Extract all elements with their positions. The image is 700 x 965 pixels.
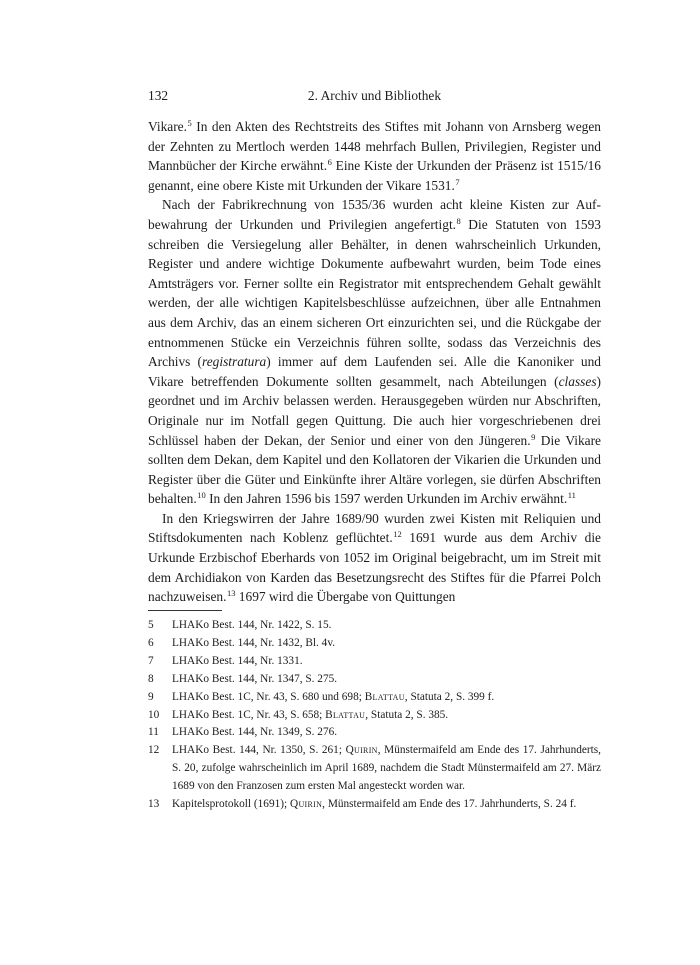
- footnote-13: [148, 796, 601, 814]
- footnote-number: 11: [148, 726, 159, 739]
- text-run: Vikare.: [148, 119, 187, 134]
- footnote-number: 12: [148, 744, 160, 757]
- footnote-text: [172, 689, 601, 707]
- author-name: Blattau: [325, 708, 366, 721]
- text-run: LHAKo Best. 1C, Nr. 43, S. 658;: [172, 708, 326, 721]
- footnote-separator: [148, 610, 222, 611]
- footnote-ref-9[interactable]: 9: [531, 431, 536, 442]
- text-run: , Münstermaifeld am Ende des 17. Jahrhunderts, S. 24 f.: [322, 798, 577, 811]
- footnote-ref-6[interactable]: 6: [327, 157, 332, 168]
- text-run: LHAKo Best. 1C, Nr. 43, S. 680 und 698;: [172, 690, 365, 703]
- footnote-number: 13: [148, 798, 160, 811]
- main-text: [148, 117, 601, 607]
- footnote-9: [148, 689, 601, 707]
- text-run: Die Statuten von 1593 schreiben die Versiegelung aller Behälter, in denen wahrscheinlich Urkunden, Register und andere wichtige Dokumente aufbewahrt wurden, beim Tode eines Amtsträgers vor. Ferner sollte ein Registrator mit entsprechendem Gehalt gewählt werden, der alle wichtigen Kapitelsbeschlüsse aufzeichnen, über alle Entnahmen aus dem Archiv, das an einem sicheren Ort einzurichten sei, und die Rückgabe der entnommenen Stücke ein Verzeichnis führen sollte, sodass das Verzeichnis des Archivs (: [148, 216, 601, 370]
- paragraph-1: [148, 117, 601, 195]
- footnote-text: [172, 796, 601, 814]
- running-head: [148, 86, 601, 106]
- text-run: ) geordnet und im Archiv belassen werden. Herausgegeben würden nur Abschriften, Originale nur im Notfall gegen Quittung. Die auch hier vorgeschriebenen drei Schlüssel haben der Dekan, der Senior und einer von den Jüngeren.: [148, 373, 601, 448]
- footnote-number: 8: [148, 672, 154, 685]
- italic-term: registratura: [202, 354, 267, 370]
- text-run: , Statuta 2, S. 399 f.: [404, 690, 495, 703]
- footnote-text: LHAKo Best. 144, Nr. 1331.: [172, 654, 303, 667]
- text-run: Die Vikare sollten dem Dekan, dem Kapitel und den Kollatoren der Vikarien die Urkunden und Register über die Güter und Einkünfte ihrer Altäre vorlegen, sie dürfen Abschriften behalten.: [148, 432, 601, 507]
- text-run: 1697 wird die Übergabe von Quittungen: [235, 589, 456, 605]
- running-head-title: 2. Archiv und Bibliothek: [307, 88, 442, 103]
- footnote-11: [148, 724, 601, 742]
- footnote-number: 6: [148, 636, 154, 649]
- footnote-text: LHAKo Best. 144, Nr. 1349, S. 276.: [172, 726, 338, 739]
- footnote-text: LHAKo Best. 144, Nr. 1422, S. 15.: [172, 619, 332, 631]
- footnote-text: LHAKo Best. 144, Nr. 1347, S. 275.: [172, 672, 338, 685]
- footnote-number: 5: [148, 619, 154, 631]
- footnote-ref-5[interactable]: 5: [187, 118, 192, 128]
- text-run: In den Kriegswirren der Jahre 1689/90 wurden zwei Kisten mit Reliquien und Stiftsdokumenten nach Koblenz geflüchtet.: [148, 510, 601, 546]
- text-run: ) immer auf dem Laufenden sei. Alle die Kanoniker und Vikare betreffenden Dokumente sollten gesammelt, nach Abteilungen (: [148, 354, 601, 389]
- text-run: 1691 wurde aus dem Archiv die Urkunde Erzbischof Eberhards von 1052 im Original beigebracht, um im Streit mit dem Archidiakon von Karden das Besetzungsrecht des Stiftes für die Pfarrei Polch nachzuweisen.: [148, 530, 601, 605]
- paragraph-3: [148, 509, 601, 607]
- footnote-number: 7: [148, 654, 154, 667]
- footnote-8: [148, 671, 601, 689]
- text-run: LHAKo Best. 144, Nr. 1350, S. 261;: [172, 744, 346, 757]
- text-run: , Münstermaifeld am Ende des 17. Jahrhunderts, S. 20, zufolge wahrscheinlich im April 1689, nachdem die Stadt Münstermaifeld am 27. März 1689 von den Franzosen zum ersten Mal angesteckt worden war.: [172, 744, 602, 793]
- text-run: In den Akten des Rechtstreits des Stiftes mit Johann von Arnsberg wegen der Zehnten zu Mertloch werden 1448 mehrfach Bullen, Privilegien, Register und Mannbücher der Kirche erwähnt.: [148, 119, 601, 174]
- author-name: Blattau: [364, 690, 405, 703]
- footnote-text: [172, 742, 601, 796]
- footnote-number: 10: [148, 708, 160, 721]
- author-name: Quirin: [289, 798, 323, 811]
- footnote-ref-11[interactable]: 11: [567, 490, 576, 501]
- text-run: Nach der Fabrikrechnung von 1535/36 wurden acht kleine Kisten zur Aufbewahrung der Urkunden und Privilegien angefertigt.: [148, 197, 601, 232]
- text-run: , Statuta 2, S. 385.: [365, 708, 449, 721]
- text-run: Kapitelsprotokoll (1691);: [172, 798, 290, 811]
- footnotes: [148, 617, 601, 814]
- italic-term: classes: [558, 373, 597, 389]
- footnote-ref-10[interactable]: 10: [197, 490, 206, 501]
- text-run: In den Jahren 1596 bis 1597 werden Urkunden im Archiv erwähnt.: [205, 491, 568, 507]
- text-run: Eine Kiste der Urkunden der Präsenz ist 1515/16 genannt, eine obere Kiste mit Urkunden der Vikare 1531.: [148, 158, 601, 193]
- footnote-6: [148, 635, 601, 653]
- footnote-text: LHAKo Best. 144, Nr. 1432, Bl. 4v.: [172, 636, 336, 649]
- footnote-ref-12[interactable]: 12: [393, 529, 402, 540]
- page-number: 132: [148, 88, 169, 103]
- footnote-5: [148, 617, 601, 635]
- footnote-10: [148, 707, 601, 725]
- footnote-12: [148, 742, 601, 796]
- footnote-7: [148, 653, 601, 671]
- author-name: Quirin: [345, 744, 378, 757]
- footnote-text: [172, 707, 601, 725]
- paragraph-2: [148, 195, 601, 509]
- footnote-ref-13[interactable]: 13: [226, 588, 236, 599]
- footnote-ref-7[interactable]: 7: [455, 176, 460, 187]
- footnote-ref-8[interactable]: 8: [456, 215, 461, 226]
- footnote-number: 9: [148, 690, 154, 703]
